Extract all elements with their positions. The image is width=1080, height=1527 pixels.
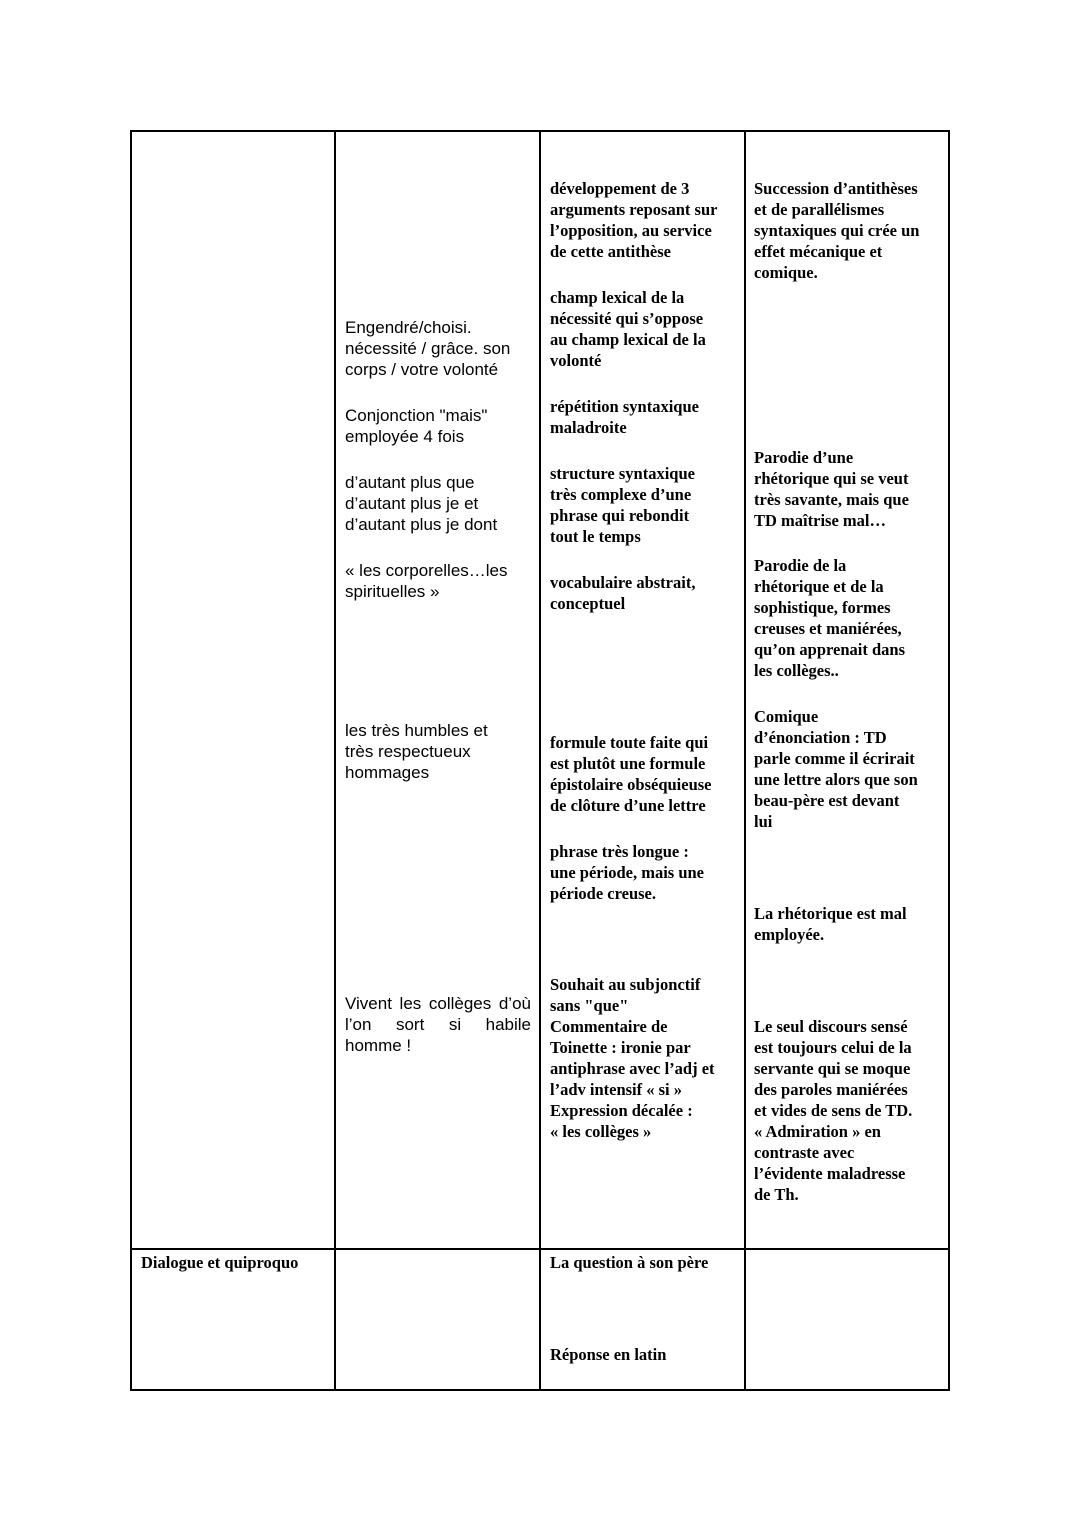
analysis-developpement: développement de 3 arguments reposant sur l’opposition, au service de cette antithèse (550, 179, 718, 261)
analysis-souhait: Souhait au subjonctif sans "que" Commentaire de Toinette : ironie par antiphrase avec l’adj et l’adv intensif « si » Expression décalée : « les collèges » (550, 975, 715, 1141)
quote-hommages: les très humbles et très respectueux hommages (345, 721, 488, 782)
analysis-vocabulaire: vocabulaire abstrait, conceptuel (550, 573, 696, 613)
quote-vivent-les-colleges: Vivent les collèges d’où l’on sort si habile homme ! (345, 994, 531, 1055)
analysis-structure: structure syntaxique très complexe d’une phrase qui rebondit tout le temps (550, 464, 695, 546)
interpretation-parodie-rhetorique: Parodie d’une rhétorique qui se veut très savante, mais que TD maîtrise mal… (754, 448, 909, 530)
table-border-bottom (130, 1389, 950, 1391)
column-divider-1 (334, 130, 336, 1391)
table-border-top (130, 130, 950, 132)
column-divider-2 (539, 130, 541, 1391)
quote-corporelles: « les corporelles…les spirituelles » (345, 561, 508, 601)
column-divider-3 (744, 130, 746, 1391)
quote-dautant-plus: d’autant plus que d’autant plus je et d’autant plus je dont (345, 473, 498, 534)
analysis-champ-lexical: champ lexical de la nécessité qui s’oppose au champ lexical de la volonté (550, 288, 706, 370)
analysis-formule: formule toute faite qui est plutôt une formule épistolaire obséquieuse de clôture d’une lettre (550, 733, 712, 815)
interpretation-rhetorique-mal: La rhétorique est mal employée. (754, 904, 907, 944)
section-dialogue-quiproquo: Dialogue et quiproquo (141, 1253, 299, 1272)
analysis-phrase-longue: phrase très longue : une période, mais une période creuse. (550, 842, 705, 903)
table-border-left (130, 130, 132, 1391)
interpretation-seul-discours: Le seul discours sensé est toujours celui de la servante qui se moque des paroles maniérées et vides de sens de TD. « Admiration » en contraste avec l’évidente maladresse de Th. (754, 1017, 913, 1204)
interpretation-parodie-sophistique: Parodie de la rhétorique et de la sophistique, formes creuses et maniérées, qu’on apprenait dans les collèges.. (754, 556, 906, 680)
analysis-reponse: Réponse en latin (550, 1345, 667, 1364)
interpretation-comique: Comique d’énonciation : TD parle comme il écrirait une lettre alors que son beau-père est devant lui (754, 707, 918, 831)
row-divider (130, 1248, 950, 1250)
analysis-question: La question à son père (550, 1253, 709, 1272)
table-border-right (948, 130, 950, 1391)
interpretation-succession: Succession d’antithèses et de parallélismes syntaxiques qui crée un effet mécanique et comique. (754, 179, 920, 282)
analysis-repetition: répétition syntaxique maladroite (550, 397, 699, 437)
quote-engendre: Engendré/choisi. nécessité / grâce. son corps / votre volonté (345, 318, 511, 379)
quote-conjonction-mais: Conjonction "mais" employée 4 fois (345, 406, 488, 446)
